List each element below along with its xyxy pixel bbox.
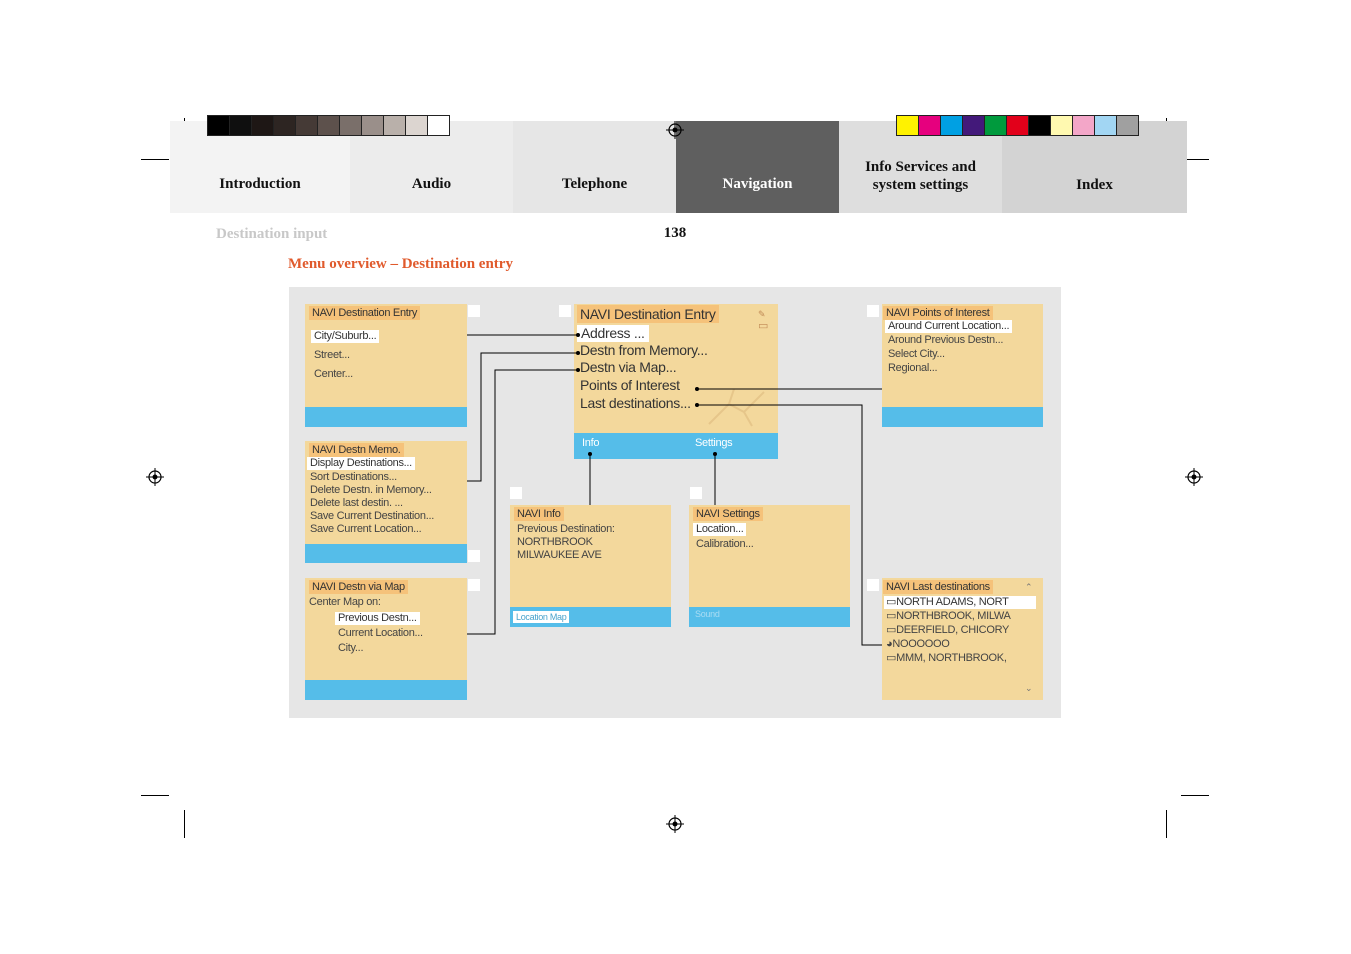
menu-item-save-current-destination[interactable]: Save Current Destination... xyxy=(310,510,434,522)
menu-item-regional[interactable]: Regional... xyxy=(888,362,938,374)
color-swatch xyxy=(918,115,941,136)
screen-softkey-bar xyxy=(305,407,467,427)
screen-destn-via-map xyxy=(305,578,467,700)
screen-title: NAVI Destn Memo. xyxy=(309,443,404,457)
menu-item-save-current-location[interactable]: Save Current Location... xyxy=(310,523,422,535)
address-card-icon: ▭ xyxy=(886,624,897,636)
softkey-location-map[interactable]: Location Map xyxy=(513,611,569,623)
screen-navi-info xyxy=(510,505,671,627)
color-swatch xyxy=(383,115,406,136)
color-swatch xyxy=(1028,115,1051,136)
page-heading: Menu overview – Destination entry xyxy=(288,256,513,272)
softkey-info[interactable]: Info xyxy=(582,437,600,449)
list-item[interactable]: ▭MMM, NORTHBROOK, xyxy=(886,652,1007,664)
tab-telephone[interactable]: Telephone xyxy=(513,121,676,213)
address-card-icon: ▭ xyxy=(886,610,897,622)
compass-icon: ◕ xyxy=(886,638,893,650)
screen-softkey-bar xyxy=(305,544,467,563)
callout-box xyxy=(468,305,480,317)
screen-title: NAVI Last destinations xyxy=(883,580,993,594)
color-swatch xyxy=(1072,115,1095,136)
callout-box xyxy=(468,579,480,591)
color-swatch xyxy=(940,115,963,136)
list-item[interactable]: ▭DEERFIELD, CHICORY xyxy=(886,624,1010,636)
color-swatch xyxy=(405,115,428,136)
screen-points-of-interest xyxy=(882,304,1043,427)
list-item[interactable]: ▭NORTH ADAMS, NORT xyxy=(884,596,1036,609)
screen-destn-memo xyxy=(305,441,467,563)
callout-box xyxy=(867,579,879,591)
page-number: 138 xyxy=(663,225,687,241)
menu-item-previous-destn[interactable]: Previous Destn... xyxy=(335,612,420,625)
screen-title: NAVI Destn via Map xyxy=(309,580,408,594)
screen-destination-entry xyxy=(305,304,467,427)
callout-box xyxy=(510,487,522,499)
tab-index[interactable]: Index xyxy=(1002,121,1187,213)
color-swatch xyxy=(317,115,340,136)
menu-item-destn-via-map[interactable]: Destn via Map... xyxy=(580,359,677,375)
menu-item-location[interactable]: Location... xyxy=(693,523,746,536)
color-swatch xyxy=(1116,115,1139,136)
scroll-down-icon[interactable]: ⌄ xyxy=(1025,683,1033,693)
map-watermark-icon xyxy=(704,384,774,429)
screen-softkey-bar xyxy=(882,407,1043,427)
menu-item-address[interactable]: Address ... xyxy=(577,325,649,342)
crop-mark xyxy=(141,159,169,160)
registration-mark-icon xyxy=(146,468,164,486)
tab-audio[interactable]: Audio xyxy=(350,121,513,213)
menu-item-current-location[interactable]: Current Location... xyxy=(338,627,423,639)
crop-mark xyxy=(1166,810,1167,838)
screen-title: NAVI Destination Entry xyxy=(577,305,719,323)
color-swatch xyxy=(896,115,919,136)
menu-item-destn-from-memory[interactable]: Destn from Memory... xyxy=(580,342,708,358)
screen-destination-entry-main xyxy=(574,304,778,459)
color-swatch xyxy=(984,115,1007,136)
menu-item-city[interactable]: City... xyxy=(338,642,364,654)
pencil-icon: ✎ xyxy=(758,309,766,319)
callout-box xyxy=(559,305,571,317)
color-swatch xyxy=(251,115,274,136)
menu-item-around-previous-destn[interactable]: Around Previous Destn... xyxy=(888,334,1004,346)
list-item[interactable]: ▭NORTHBROOK, MILWA xyxy=(886,610,1011,622)
tab-navigation[interactable]: Navigation xyxy=(676,121,839,213)
screen-title: NAVI Destination Entry xyxy=(309,306,420,320)
menu-item-sort-destinations[interactable]: Sort Destinations... xyxy=(310,471,397,483)
info-previous-destination-label: Previous Destination: xyxy=(517,523,615,535)
callout-box xyxy=(867,305,879,317)
screen-title: NAVI Points of Interest xyxy=(883,306,993,320)
color-swatch xyxy=(1006,115,1029,136)
color-swatch xyxy=(361,115,384,136)
screen-softkey-bar xyxy=(305,680,467,700)
registration-mark-icon xyxy=(666,815,684,833)
menu-item-last-destinations[interactable]: Last destinations... xyxy=(580,395,691,411)
menu-item-around-current-location[interactable]: Around Current Location... xyxy=(885,320,1012,333)
color-swatch xyxy=(339,115,362,136)
menu-item-street[interactable]: Street... xyxy=(314,349,350,361)
screen-softkey-bar xyxy=(574,433,778,459)
screen-title: NAVI Info xyxy=(514,507,564,521)
crop-mark xyxy=(1181,795,1209,796)
menu-item-calibration[interactable]: Calibration... xyxy=(696,538,754,550)
card-icon: ▭ xyxy=(758,320,769,332)
info-previous-destination-street: MILWAUKEE AVE xyxy=(517,549,602,561)
address-card-icon: ▭ xyxy=(886,596,897,608)
color-swatch xyxy=(207,115,230,136)
color-swatch xyxy=(1094,115,1117,136)
menu-item-points-of-interest[interactable]: Points of Interest xyxy=(580,377,680,393)
list-item[interactable]: ◕NOOOOOO xyxy=(886,638,950,650)
callout-box xyxy=(468,550,480,562)
crop-mark xyxy=(141,795,169,796)
crop-mark xyxy=(184,810,185,838)
softkey-sound[interactable]: Sound xyxy=(695,609,720,619)
menu-item-center-map-on: Center Map on: xyxy=(309,596,381,608)
address-card-icon: ▭ xyxy=(886,652,897,664)
color-swatch xyxy=(962,115,985,136)
callout-box xyxy=(690,487,702,499)
menu-item-city-suburb[interactable]: City/Suburb... xyxy=(311,330,379,343)
color-swatch xyxy=(1050,115,1073,136)
screen-navi-settings xyxy=(689,505,850,627)
menu-item-select-city[interactable]: Select City... xyxy=(888,348,945,360)
menu-item-delete-last-destin[interactable]: Delete last destin. ... xyxy=(310,497,403,509)
color-swatch xyxy=(229,115,252,136)
screen-last-destinations xyxy=(882,578,1043,700)
color-swatch xyxy=(427,115,450,136)
registration-mark-icon xyxy=(666,121,684,139)
tab-info-services[interactable]: Info Services and system settings xyxy=(839,121,1002,213)
info-previous-destination-city: NORTHBROOK xyxy=(517,536,593,548)
menu-item-center[interactable]: Center... xyxy=(314,368,353,380)
section-label: Destination input xyxy=(216,226,328,242)
color-swatch xyxy=(273,115,296,136)
color-swatch xyxy=(295,115,318,136)
menu-item-display-destinations[interactable]: Display Destinations... xyxy=(307,457,415,470)
tab-introduction[interactable]: Introduction xyxy=(170,121,350,213)
menu-item-delete-destn-memory[interactable]: Delete Destn. in Memory... xyxy=(310,484,432,496)
screen-title: NAVI Settings xyxy=(693,507,763,521)
scroll-up-icon[interactable]: ⌃ xyxy=(1025,582,1033,592)
softkey-settings[interactable]: Settings xyxy=(695,437,733,449)
registration-mark-icon xyxy=(1185,468,1203,486)
